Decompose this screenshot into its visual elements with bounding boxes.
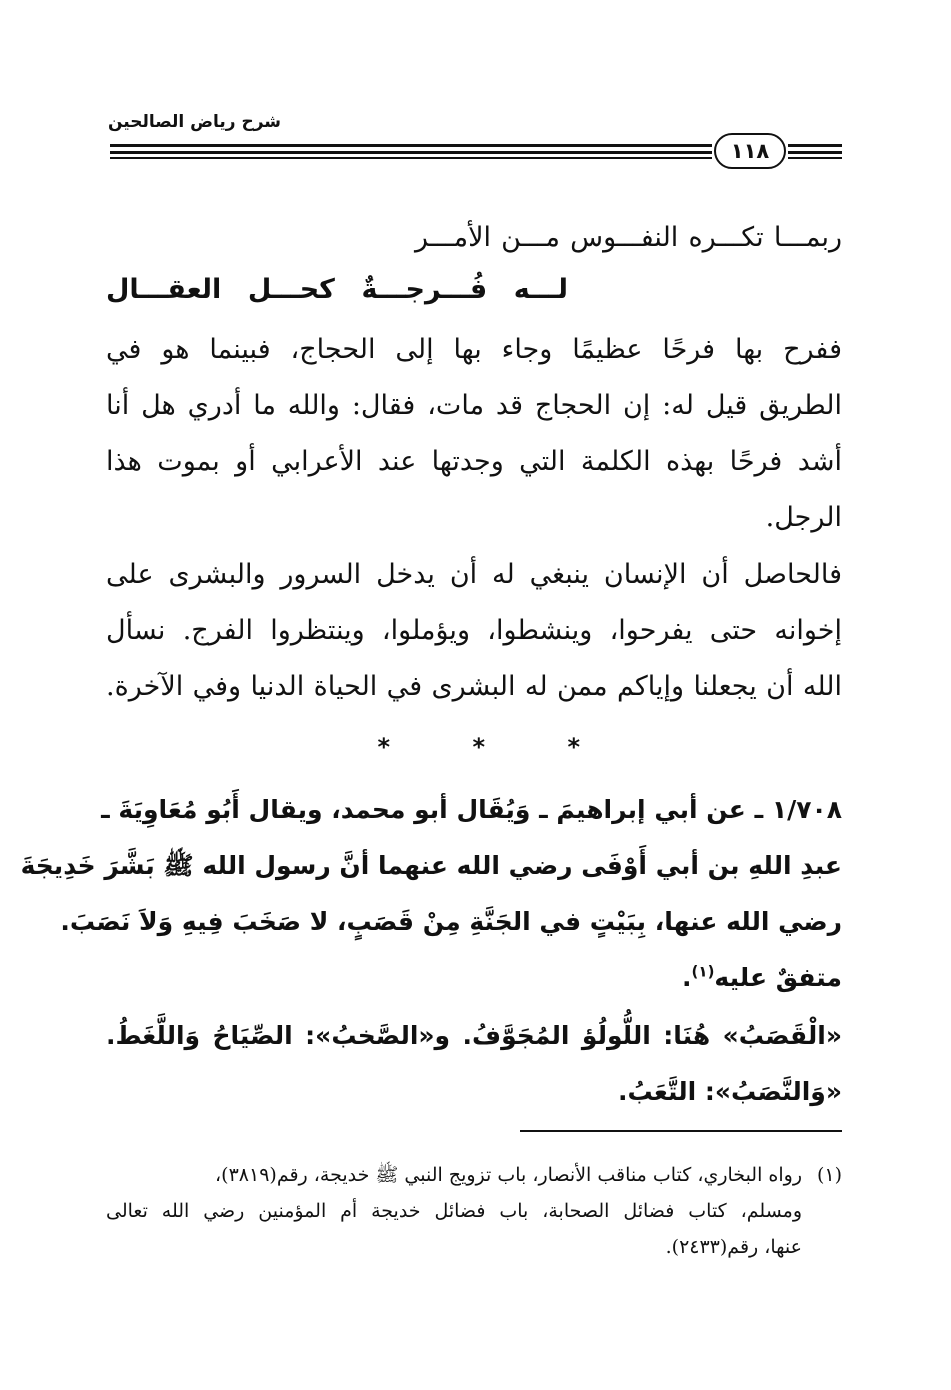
hadith-end-mark: . (682, 963, 692, 992)
separator-star: * (567, 733, 580, 761)
paragraph-2-line: إخوانه حتى يفرحوا، وينشطوا، ويؤملوا، وينتظروا الفرج. نسأل (106, 615, 842, 646)
footnote-line-3: عنها، رقم(٢٤٣٣). (665, 1236, 802, 1258)
paragraph-1-line: الرجل. (765, 502, 842, 533)
gloss-line: «وَالنَّصَبُ»: التَّعَبُ. (617, 1077, 842, 1106)
verse-line-2: لـــه فُـــرجـــةٌ كحـــل العقـــال (106, 274, 568, 305)
paragraph-2-line: فالحاصل أن الإنسان ينبغي له أن يدخل السرور والبشرى على (106, 559, 842, 590)
separator-star: * (472, 733, 485, 761)
footnote-line-1 (106, 1160, 842, 1190)
hadith-source-line (106, 958, 842, 998)
paragraph-1-line: الطريق قيل له: إن الحجاج قد مات، فقال: والله ما أدري هل أنا (106, 390, 842, 421)
running-title: شرح رياض الصالحين (108, 112, 282, 132)
paragraph-2-line: الله أن يجعلنا وإياكم ممن له البشرى في الحياة الدنيا وفي الآخرة. (106, 671, 842, 702)
gloss-line: «الْقَصَبُ» هُنَا: اللُّولُؤ المُجَوَّفُ. و«الصَّخبُ»: الصِّيَاحُ وَاللَّغَطُ. (106, 1021, 842, 1050)
footnote-reference: (١) (691, 962, 715, 981)
verse-line-1: ربمـــا تكـــره النفـــوس مـــن الأمـــر (415, 222, 842, 253)
footnote-number: (١) (816, 1164, 842, 1186)
paragraph-1-line: أشد فرحًا بهذه الكلمة التي وجدتها عند الأعرابي أو بموت هذا (106, 446, 842, 477)
header-rule-left (110, 140, 712, 164)
separator-star: * (377, 733, 390, 761)
hadith-line: ١/٧٠٨ ـ عن أبي إبراهيمَ ـ وَيُقَال أبو محمد، ويقال أَبُو مُعَاوِيَةَ ـ (101, 795, 842, 824)
page-number: ١١٨ (714, 133, 786, 169)
paragraph-1-line: ففرح بها فرحًا عظيمًا وجاء بها إلى الحجاج، فبينما هو في (106, 334, 842, 365)
header-rule-right (788, 140, 842, 164)
footnote-text: رواه البخاري، كتاب مناقب الأنصار، باب تزويج النبي ﷺ خديجة، رقم(٣٨١٩)، (215, 1164, 802, 1186)
footnote-line-2: ومسلم، كتاب فضائل الصحابة، باب فضائل خديجة أم المؤمنين رضي الله تعالى (106, 1200, 802, 1222)
hadith-line: رضي الله عنها، بِبَيْتٍ في الجَنَّةِ مِنْ قَصَبٍ، لا صَخَبَ فِيهِ وَلاَ نَصَبَ. (60, 907, 842, 936)
hadith-line: عبدِ اللهِ بن أبي أَوْفَى رضي الله عنهما أنَّ رسول الله ﷺ بَشَّرَ خَدِيجَةَ (20, 851, 842, 880)
hadith-source: متفقٌ عليه (714, 963, 842, 992)
footnote-rule (520, 1130, 842, 1132)
section-separator (370, 733, 580, 763)
